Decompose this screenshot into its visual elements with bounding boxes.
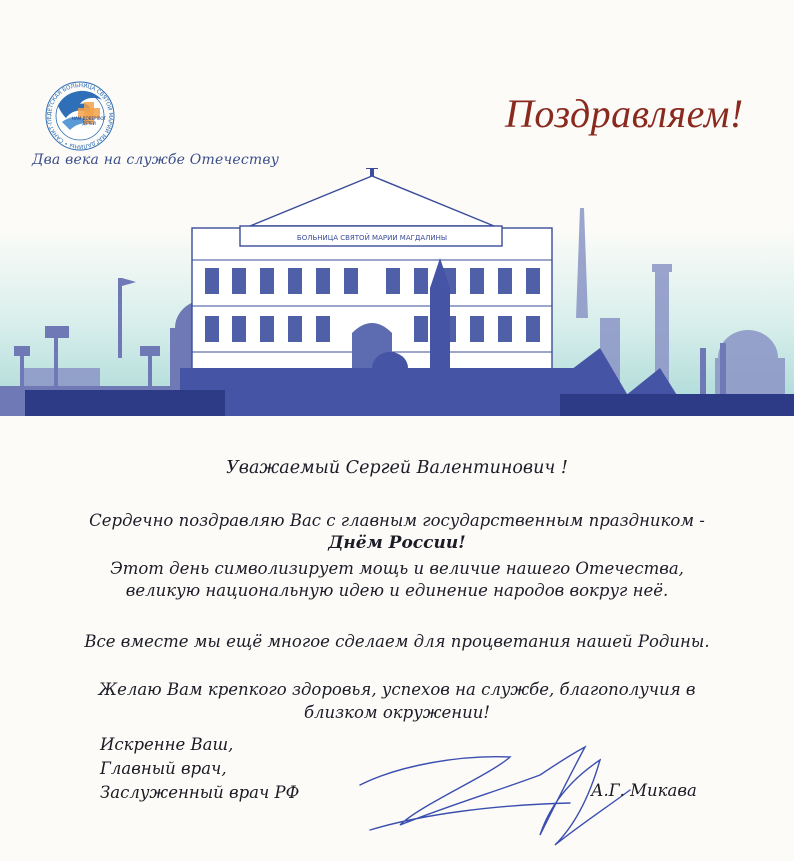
hospital-logo — [28, 78, 128, 158]
svg-text:ДЕТЕЙ: ДЕТЕЙ — [82, 121, 96, 126]
letter-line-4: великую национальную идею и единение народов вокруг неё. — [125, 581, 669, 600]
svg-text:ДЕТСКАЯ БОЛЬНИЦА СВЯТОЙ МАРИИ: ДЕТСКАЯ БОЛЬНИЦА СВЯТОЙ МАРИИ МАГДАЛИНЫ • САНКТ-ПЕ — [46, 82, 114, 150]
letter-line-6: Желаю Вам крепкого здоровья, успехов на службе, благополучия в — [98, 680, 696, 699]
congrats-heading: Поздравляем! — [505, 91, 744, 136]
closing-block — [100, 733, 299, 805]
building-sign: БОЛЬНИЦА СВЯТОЙ МАРИИ МАГДАЛИНЫ — [296, 234, 448, 242]
letter-line-7: близком окружении! — [303, 703, 491, 722]
letter-line-1: Сердечно поздравляю Вас с главным государственным праздником - — [89, 511, 705, 530]
letter-line-3: Этот день символизирует мощь и величие нашего Отечества, — [110, 559, 684, 578]
city-skyline-illustration — [0, 168, 794, 416]
letter-line-2: Днём России! — [328, 533, 466, 553]
signer-name: А.Г. Микава — [591, 781, 697, 800]
closing-line-2: Главный врач, — [100, 759, 227, 778]
closing-line-1: Искренне Ваш, — [100, 735, 234, 754]
svg-text:НАМ ДОВЕРЯЮТ: НАМ ДОВЕРЯЮТ — [72, 116, 106, 121]
greeting: Уважаемый Сергей Валентинович ! — [226, 458, 568, 478]
closing-line-3: Заслуженный врач РФ — [100, 783, 300, 802]
motto-text: Два века на службе Отечеству — [32, 152, 280, 168]
letter-line-5: Все вместе мы ещё многое сделаем для процветания нашей Родины. — [84, 632, 710, 651]
